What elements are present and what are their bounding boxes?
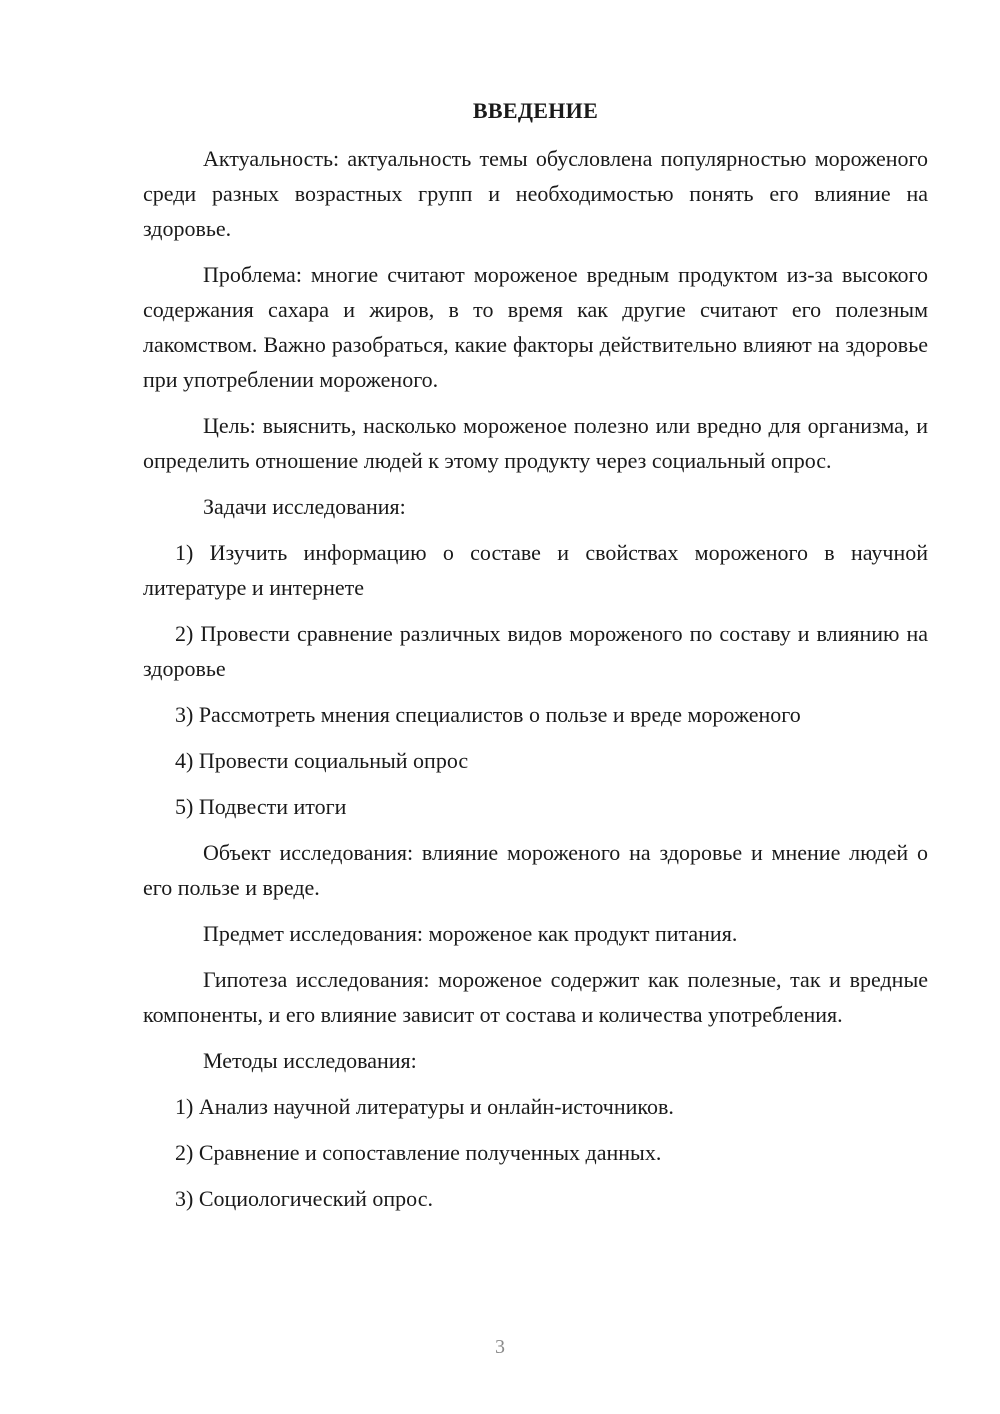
method-item-1: 1) Анализ научной литературы и онлайн-источников. <box>175 1094 674 1119</box>
task-item-5: 5) Подвести итоги <box>175 794 347 819</box>
paragraph-hypothesis: Гипотеза исследования: мороженое содержит как полезные, так и вредные компоненты, и его влияние зависит от состава и количества употребления. <box>143 967 928 1027</box>
task-item-4: 4) Провести социальный опрос <box>175 748 469 773</box>
section-heading: ВВЕДЕНИЕ <box>472 98 599 123</box>
paragraph-object: Объект исследования: влияние мороженого на здоровье и мнение людей о его пользе и вреде. <box>143 840 928 900</box>
paragraph-methods-heading: Методы исследования: <box>203 1048 417 1073</box>
paragraph-tasks-heading: Задачи исследования: <box>203 494 406 519</box>
method-item-2: 2) Сравнение и сопоставление полученных данных. <box>175 1140 662 1165</box>
task-item-1: 1) Изучить информацию о составе и свойствах мороженого в научной литературе и интернете <box>143 540 928 600</box>
paragraph-problem: Проблема: многие считают мороженое вредным продуктом из-за высокого содержания сахара и жиров, в то время как другие считают его полезным лакомством. Важно разобраться, какие факторы действительно влияют на здоровье при употреблении мороженого. <box>143 262 928 392</box>
page-number: 3 <box>495 1336 505 1358</box>
method-item-3: 3) Социологический опрос. <box>175 1186 433 1211</box>
paragraph-relevance: Актуальность: актуальность темы обусловлена популярностью мороженого среди разных возрастных групп и необходимостью понять его влияние на здоровье. <box>143 146 928 241</box>
section-body <box>143 141 928 1227</box>
paragraph-goal: Цель: выяснить, насколько мороженое полезно или вредно для организма, и определить отношение людей к этому продукту через социальный опрос. <box>143 413 928 473</box>
task-item-3: 3) Рассмотреть мнения специалистов о пользе и вреде мороженого <box>175 702 801 727</box>
task-item-2: 2) Провести сравнение различных видов мороженого по составу и влиянию на здоровье <box>143 621 928 681</box>
paragraph-subject: Предмет исследования: мороженое как продукт питания. <box>203 921 738 946</box>
document-page <box>143 0 928 1414</box>
